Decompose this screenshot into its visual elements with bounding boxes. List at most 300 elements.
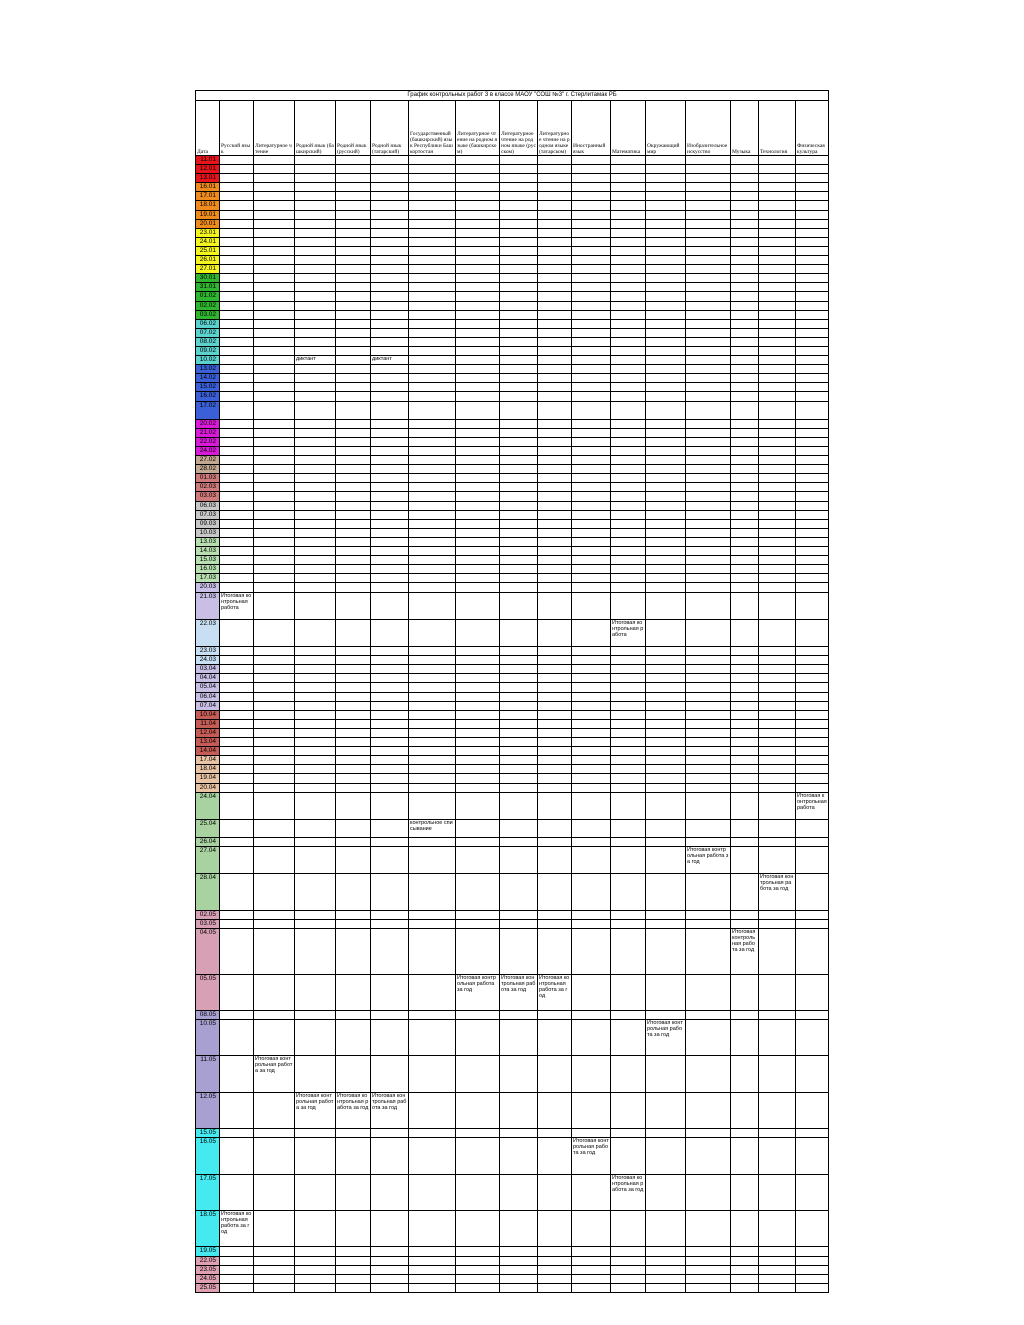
empty-cell — [254, 346, 295, 355]
empty-cell — [371, 237, 409, 246]
empty-cell — [611, 210, 646, 219]
empty-cell — [336, 428, 371, 437]
empty-cell — [295, 319, 336, 328]
empty-cell — [220, 619, 254, 646]
empty-cell — [456, 183, 500, 192]
empty-cell — [409, 1092, 456, 1128]
empty-cell — [371, 919, 409, 928]
empty-cell — [254, 719, 295, 728]
empty-cell — [220, 1092, 254, 1128]
empty-cell — [731, 492, 759, 501]
table-row — [196, 728, 829, 737]
date-cell: 11.01 — [196, 156, 220, 165]
table-row — [196, 383, 829, 392]
empty-cell — [220, 1138, 254, 1174]
empty-cell — [538, 1247, 572, 1256]
empty-cell — [500, 765, 538, 774]
empty-cell — [686, 792, 731, 819]
table-row — [196, 656, 829, 665]
empty-cell — [646, 910, 686, 919]
empty-cell — [759, 256, 796, 265]
empty-cell — [646, 556, 686, 565]
empty-cell — [409, 274, 456, 283]
empty-cell — [538, 156, 572, 165]
empty-cell — [371, 474, 409, 483]
empty-cell — [336, 447, 371, 456]
empty-cell — [686, 510, 731, 519]
empty-cell — [336, 474, 371, 483]
date-cell: 16.03 — [196, 565, 220, 574]
empty-cell — [646, 537, 686, 546]
empty-cell — [409, 265, 456, 274]
empty-cell — [220, 465, 254, 474]
empty-cell — [538, 301, 572, 310]
table-row — [196, 201, 829, 210]
empty-cell — [456, 501, 500, 510]
empty-cell — [731, 474, 759, 483]
empty-cell — [572, 1056, 611, 1092]
empty-cell — [572, 756, 611, 765]
empty-cell — [796, 283, 829, 292]
empty-cell — [572, 392, 611, 401]
empty-cell — [572, 838, 611, 847]
empty-cell — [731, 838, 759, 847]
empty-cell — [759, 547, 796, 556]
empty-cell — [371, 328, 409, 337]
table-row — [196, 301, 829, 310]
empty-cell — [796, 774, 829, 783]
empty-cell — [796, 474, 829, 483]
empty-cell — [796, 765, 829, 774]
empty-cell — [731, 237, 759, 246]
table-row — [196, 1129, 829, 1138]
empty-cell — [254, 910, 295, 919]
empty-cell — [796, 583, 829, 592]
empty-cell — [731, 537, 759, 546]
empty-cell — [336, 774, 371, 783]
empty-cell — [646, 1247, 686, 1256]
empty-cell — [295, 256, 336, 265]
empty-cell — [572, 501, 611, 510]
empty-cell — [500, 283, 538, 292]
empty-cell — [254, 656, 295, 665]
empty-cell — [371, 1211, 409, 1247]
column-header: Математика — [611, 101, 646, 156]
empty-cell — [731, 356, 759, 365]
empty-cell — [456, 456, 500, 465]
empty-cell — [731, 1010, 759, 1019]
empty-cell — [686, 346, 731, 355]
empty-cell — [456, 156, 500, 165]
empty-cell — [759, 510, 796, 519]
empty-cell — [538, 328, 572, 337]
empty-cell — [731, 728, 759, 737]
empty-cell — [611, 319, 646, 328]
empty-cell — [254, 174, 295, 183]
empty-cell — [686, 565, 731, 574]
empty-cell — [796, 383, 829, 392]
date-cell: 10.04 — [196, 710, 220, 719]
column-header: Иностранный язык — [572, 101, 611, 156]
empty-cell — [759, 365, 796, 374]
empty-cell — [500, 265, 538, 274]
empty-cell — [796, 710, 829, 719]
empty-cell — [254, 1274, 295, 1283]
empty-cell — [611, 401, 646, 419]
empty-cell — [220, 583, 254, 592]
empty-cell — [646, 483, 686, 492]
empty-cell — [611, 1283, 646, 1292]
date-cell: 06.04 — [196, 692, 220, 701]
empty-cell — [731, 1265, 759, 1274]
empty-cell — [611, 574, 646, 583]
column-header: Государственный (башкирский) язык Республики Башкортостан — [409, 101, 456, 156]
empty-cell — [409, 328, 456, 337]
empty-cell — [295, 419, 336, 428]
column-header: Родной язык (русский) — [336, 101, 371, 156]
empty-cell — [611, 583, 646, 592]
empty-cell — [456, 256, 500, 265]
empty-cell — [254, 519, 295, 528]
empty-cell — [336, 1247, 371, 1256]
empty-cell — [336, 565, 371, 574]
empty-cell — [336, 346, 371, 355]
empty-cell — [254, 337, 295, 346]
empty-cell — [731, 1092, 759, 1128]
empty-cell — [220, 792, 254, 819]
empty-cell — [686, 1247, 731, 1256]
table-row — [196, 1247, 829, 1256]
empty-cell — [220, 237, 254, 246]
empty-cell — [731, 483, 759, 492]
empty-cell — [686, 301, 731, 310]
empty-cell — [646, 301, 686, 310]
empty-cell — [336, 756, 371, 765]
empty-cell — [456, 201, 500, 210]
empty-cell — [646, 701, 686, 710]
empty-cell — [500, 656, 538, 665]
date-cell: 16.05 — [196, 1138, 220, 1174]
empty-cell — [538, 183, 572, 192]
empty-cell — [295, 365, 336, 374]
empty-cell — [371, 346, 409, 355]
empty-cell — [220, 419, 254, 428]
empty-cell — [220, 210, 254, 219]
empty-cell — [254, 774, 295, 783]
entry-cell: Итоговая контрольная работа за год — [371, 1092, 409, 1128]
empty-cell — [500, 174, 538, 183]
empty-cell — [538, 1174, 572, 1210]
empty-cell — [220, 156, 254, 165]
empty-cell — [220, 1274, 254, 1283]
empty-cell — [295, 747, 336, 756]
empty-cell — [759, 356, 796, 365]
empty-cell — [409, 656, 456, 665]
empty-cell — [409, 783, 456, 792]
empty-cell — [796, 356, 829, 365]
empty-cell — [295, 683, 336, 692]
empty-cell — [646, 374, 686, 383]
empty-cell — [254, 456, 295, 465]
empty-cell — [686, 701, 731, 710]
empty-cell — [500, 356, 538, 365]
empty-cell — [759, 765, 796, 774]
column-header: Технология — [759, 101, 796, 156]
empty-cell — [759, 201, 796, 210]
empty-cell — [646, 929, 686, 975]
date-cell: 10.03 — [196, 528, 220, 537]
empty-cell — [409, 1283, 456, 1292]
date-cell: 07.03 — [196, 510, 220, 519]
empty-cell — [611, 783, 646, 792]
column-header: Литературное чтение на родном языке (русском) — [500, 101, 538, 156]
date-cell: 23.03 — [196, 647, 220, 656]
date-cell: 23.05 — [196, 1265, 220, 1274]
empty-cell — [254, 838, 295, 847]
table-row — [196, 165, 829, 174]
empty-cell — [538, 428, 572, 437]
empty-cell — [759, 519, 796, 528]
empty-cell — [759, 701, 796, 710]
empty-cell — [409, 929, 456, 975]
empty-cell — [646, 456, 686, 465]
empty-cell — [220, 392, 254, 401]
empty-cell — [220, 1010, 254, 1019]
empty-cell — [538, 738, 572, 747]
empty-cell — [500, 583, 538, 592]
empty-cell — [500, 792, 538, 819]
empty-cell — [538, 165, 572, 174]
empty-cell — [538, 492, 572, 501]
empty-cell — [295, 310, 336, 319]
empty-cell — [220, 738, 254, 747]
empty-cell — [254, 392, 295, 401]
empty-cell — [456, 838, 500, 847]
empty-cell — [646, 574, 686, 583]
date-cell: 18.04 — [196, 765, 220, 774]
empty-cell — [611, 1265, 646, 1274]
empty-cell — [456, 447, 500, 456]
empty-cell — [731, 365, 759, 374]
empty-cell — [646, 683, 686, 692]
empty-cell — [796, 665, 829, 674]
empty-cell — [371, 465, 409, 474]
empty-cell — [500, 156, 538, 165]
empty-cell — [371, 510, 409, 519]
empty-cell — [295, 174, 336, 183]
empty-cell — [336, 183, 371, 192]
empty-cell — [646, 1283, 686, 1292]
empty-cell — [731, 1256, 759, 1265]
empty-cell — [731, 583, 759, 592]
empty-cell — [409, 738, 456, 747]
empty-cell — [456, 910, 500, 919]
empty-cell — [646, 719, 686, 728]
date-cell: 25.04 — [196, 819, 220, 837]
empty-cell — [796, 528, 829, 537]
empty-cell — [759, 756, 796, 765]
empty-cell — [409, 156, 456, 165]
empty-cell — [646, 519, 686, 528]
empty-cell — [572, 219, 611, 228]
empty-cell — [336, 592, 371, 619]
empty-cell — [686, 246, 731, 255]
empty-cell — [336, 456, 371, 465]
empty-cell — [295, 692, 336, 701]
table-row — [196, 838, 829, 847]
table-row — [196, 1283, 829, 1292]
table-row — [196, 356, 829, 365]
empty-cell — [611, 819, 646, 837]
empty-cell — [295, 701, 336, 710]
empty-cell — [572, 665, 611, 674]
empty-cell — [254, 210, 295, 219]
empty-cell — [686, 738, 731, 747]
empty-cell — [646, 1174, 686, 1210]
empty-cell — [686, 310, 731, 319]
empty-cell — [336, 228, 371, 237]
empty-cell — [371, 519, 409, 528]
empty-cell — [254, 1138, 295, 1174]
empty-cell — [731, 292, 759, 301]
empty-cell — [456, 1056, 500, 1092]
empty-cell — [254, 219, 295, 228]
empty-cell — [686, 910, 731, 919]
empty-cell — [796, 619, 829, 646]
empty-cell — [409, 1256, 456, 1265]
table-row — [196, 1092, 829, 1128]
empty-cell — [409, 1174, 456, 1210]
empty-cell — [409, 792, 456, 819]
empty-cell — [686, 556, 731, 565]
entry-cell: Итоговая контрольная работа за год — [500, 974, 538, 1010]
table-row — [196, 783, 829, 792]
empty-cell — [611, 537, 646, 546]
empty-cell — [254, 847, 295, 874]
empty-cell — [295, 838, 336, 847]
date-cell: 22.05 — [196, 1256, 220, 1265]
empty-cell — [336, 319, 371, 328]
empty-cell — [456, 692, 500, 701]
empty-cell — [371, 219, 409, 228]
empty-cell — [500, 428, 538, 437]
empty-cell — [409, 1211, 456, 1247]
empty-cell — [336, 710, 371, 719]
entry-cell: Итоговая контрольная работа за год — [456, 974, 500, 1010]
empty-cell — [254, 274, 295, 283]
table-row — [196, 774, 829, 783]
empty-cell — [538, 374, 572, 383]
empty-cell — [409, 228, 456, 237]
empty-cell — [409, 683, 456, 692]
empty-cell — [611, 674, 646, 683]
date-cell: 19.04 — [196, 774, 220, 783]
empty-cell — [409, 310, 456, 319]
empty-cell — [759, 1283, 796, 1292]
date-cell: 12.01 — [196, 165, 220, 174]
empty-cell — [796, 392, 829, 401]
empty-cell — [336, 910, 371, 919]
empty-cell — [295, 974, 336, 1010]
empty-cell — [220, 265, 254, 274]
empty-cell — [796, 456, 829, 465]
empty-cell — [336, 383, 371, 392]
empty-cell — [646, 310, 686, 319]
empty-cell — [409, 547, 456, 556]
table-row — [196, 765, 829, 774]
empty-cell — [500, 301, 538, 310]
empty-cell — [686, 1138, 731, 1174]
empty-cell — [686, 474, 731, 483]
empty-cell — [371, 392, 409, 401]
table-row — [196, 1020, 829, 1056]
empty-cell — [500, 510, 538, 519]
empty-cell — [254, 683, 295, 692]
empty-cell — [500, 319, 538, 328]
empty-cell — [409, 201, 456, 210]
empty-cell — [295, 765, 336, 774]
empty-cell — [220, 819, 254, 837]
empty-cell — [538, 465, 572, 474]
empty-cell — [796, 1274, 829, 1283]
empty-cell — [371, 492, 409, 501]
empty-cell — [686, 356, 731, 365]
date-cell: 12.05 — [196, 1092, 220, 1128]
empty-cell — [686, 201, 731, 210]
date-cell: 15.03 — [196, 556, 220, 565]
empty-cell — [336, 719, 371, 728]
empty-cell — [796, 374, 829, 383]
empty-cell — [646, 228, 686, 237]
empty-cell — [646, 265, 686, 274]
empty-cell — [456, 701, 500, 710]
date-cell: 22.02 — [196, 437, 220, 446]
empty-cell — [220, 337, 254, 346]
empty-cell — [456, 392, 500, 401]
table-row — [196, 219, 829, 228]
empty-cell — [295, 1274, 336, 1283]
empty-cell — [646, 738, 686, 747]
empty-cell — [371, 838, 409, 847]
empty-cell — [686, 747, 731, 756]
empty-cell — [336, 1283, 371, 1292]
empty-cell — [409, 1138, 456, 1174]
empty-cell — [336, 1256, 371, 1265]
empty-cell — [409, 283, 456, 292]
empty-cell — [409, 1274, 456, 1283]
empty-cell — [759, 228, 796, 237]
empty-cell — [371, 565, 409, 574]
entry-cell: Итоговая контрольная работа за год — [646, 1020, 686, 1056]
empty-cell — [371, 719, 409, 728]
empty-cell — [572, 156, 611, 165]
table-row — [196, 738, 829, 747]
empty-cell — [796, 256, 829, 265]
empty-cell — [611, 374, 646, 383]
empty-cell — [646, 319, 686, 328]
table-row — [196, 365, 829, 374]
empty-cell — [371, 383, 409, 392]
empty-cell — [456, 1020, 500, 1056]
empty-cell — [611, 701, 646, 710]
empty-cell — [371, 337, 409, 346]
empty-cell — [611, 547, 646, 556]
empty-cell — [371, 583, 409, 592]
empty-cell — [500, 929, 538, 975]
empty-cell — [371, 619, 409, 646]
empty-cell — [686, 1256, 731, 1265]
column-header: Литературное чтение — [254, 101, 295, 156]
